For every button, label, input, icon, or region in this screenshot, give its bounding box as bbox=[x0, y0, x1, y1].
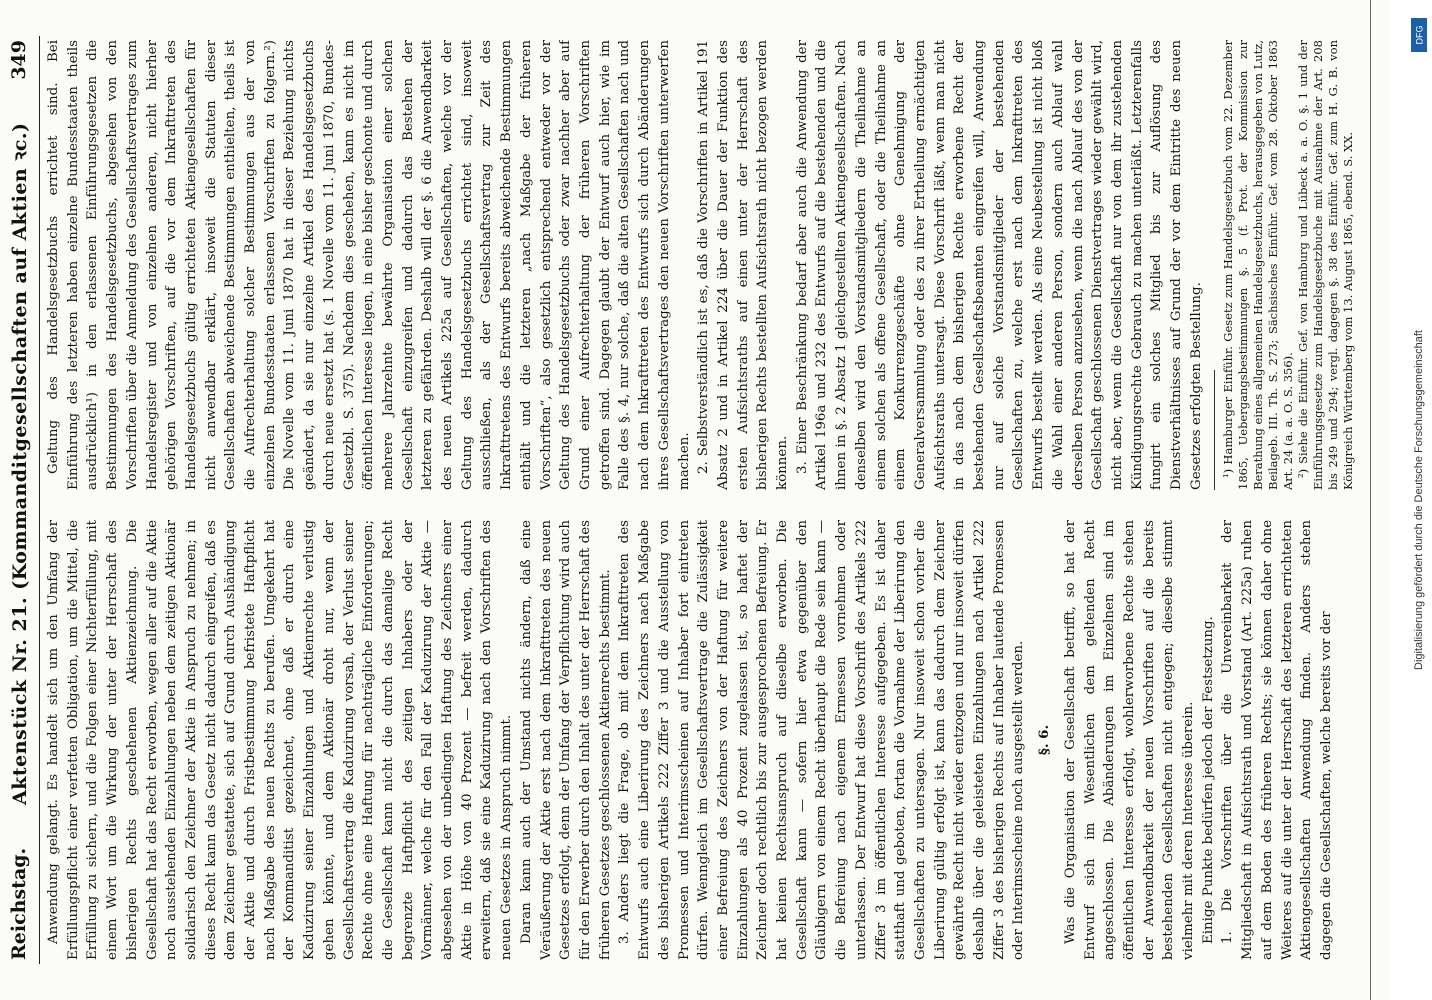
footnote: ²) Siehe die Einführ. Gef. von Hamburg und Lübeck a. a. O. §. 1 und der Einführungsgesetze zum Handelsgesetzbuche mit Ausnahme der Art. 208 bis 249 und 294; vergl. dagegen §. 38 des Einführ. Gef. zum H. G. B. von Königreich Württemberg vom 13. August 1865, ebend. S. XX. bbox=[1296, 40, 1356, 490]
credit-text: Digitalisierung gefördert durch die Deutsche Forschungsgemeinschaft bbox=[1413, 330, 1425, 670]
page-number: 349 bbox=[8, 40, 30, 80]
page-header bbox=[4, 40, 34, 960]
dfg-logo: DFG bbox=[1411, 18, 1427, 52]
paragraph: 3. Einer Beschränkung bedarf aber auch die Anwendung der Artikel 196a und 232 des Entwurfs auf die bestehenden und die ihnen in §. 2 Absatz 1 gleichgestellten Aktiengesellschaften. Nach denselben wird den Vorstandsmitgliedern die Theilnahme an einem solchen als offene Gesellschaft, oder die Theilnahme an einem Konkurrenzgeschäfte ohne Genehmigung der Generalversammlung oder des zu ihrer Ertheilung ermächtigten Aufsichtsraths untersagt. Diese Vorschrift läßt, wenn man nicht in das nach dem bisherigen Rechte erworbene Recht der bestehenden Gesellschaftsbeamten eingreifen will, Anwendung nur auf solche Vorstandsmitglieder der bestehenden Gesellschaften zu, welche erst nach dem Inkrafttreten des Entwurfs bestellt werden. Als eine Neubestellung ist nicht bloß die Wahl einer anderen Person, sondern auch Ablauf wahl derselben Person anzusehen, wenn die nach Ablauf des von der Gesellschaft geschlossenen Dienstvertrages wieder gewählt wird, nicht aber, wenn die Gesellschaft nur von dem ihr zustehenden Kündigungsrechte Gebrauch zu machen unterläßt. Letzterenfalls fungirt ein solches Mitglied bis zur Auflösung des Dienstverhältnisses auf Grund der vor dem Eintritte des neuen Gesetzes erfolgten Bestellung. bbox=[794, 40, 1204, 490]
paragraph: 1. Die Vorschriften über die Unvereinbarkeit der Mitgliedschaft in Aufsichtsrath und Vorstand (Art. 225a) ruhen auf dem Boden des früheren Rechts; sie können daher ohne Weiteres auf die unter der Herrschaft des letzteren errichteten Aktiengesellschaften Anwendung finden. Anders stehen dagegen die Gesellschaften, welche bereits vor der bbox=[1220, 520, 1334, 960]
paragraph: Was die Organisation der Gesellschaft betrifft, so hat der Entwurf sich im Wesentlichen dem geltenden Recht angeschlossen. Die Abänderungen im Einzelnen sind im öffentlichen Interesse erfolgt, wohlerworbene Rechte stehen der Anwendbarkeit der neuen Vorschriften auf die bereits bestehenden Gesellschaften nicht entgegen; dieselbe stimmt vielmehr mit deren Interesse überein. bbox=[1062, 520, 1197, 960]
footnote: ¹) Hamburger Einführ. Gesetz zum Handelsgesetzbuch vom 22. Dezember 1865, Uebergangsbestimmungen §. 5 (f. Prot. der Kommission zur Berathung eines allgemeinen Handelsgesetzbuchs, herausgegeben von Lutz, Beilageb. III. Th. S. 273; Sächsisches Einführ. Gef. vom 28. Oktober 1863 Art. 24 (a. a. O. S. 356). bbox=[1221, 40, 1296, 490]
right-text-column bbox=[44, 40, 1372, 490]
footnote-rule bbox=[1214, 370, 1215, 490]
paragraph: 3. Anders liegt die Frage, ob mit dem Inkrafttreten des Entwurfs auch eine Liberirung des Zeichners nach Maßgabe des bisherigen Artikels 222 Ziffer 3 und die Ausstellung von Promessen und Interimsscheinen auf Inhaber fort eintreten dürfen. Wenngleich im Gesellschaftsvertrage die Zulässigkeit einer Befreiung des Zeichners von der Haftung für weitere Einzahlungen als 40 Prozent zugelassen ist, so haftet der Zeichner doch rechtlich bis zur ausgesprochenen Befreiung. Er hat keinen Rechtsanspruch auf dieselbe erworben. Die Gesellschaft kann — sofern hier etwa gegenüber den Gläubigern von einem Recht überhaupt die Rede sein kann — die Befreiung nach eigenem Ermessen vornehmen oder unterlassen. Der Entwurf hat diese Vorschrift des Artikels 222 Ziffer 3 im öffentlichen Interesse aufgegeben. Es ist daher statthaft und geboten, fortan die Vornahme der Liberirung den Gesellschaften zu untersagen. Nur insoweit schon vorher die Liberirung gültig erfolgt ist, kann das dadurch dem Zeichner gewährte Recht nicht wieder entzogen und nur insoweit dürfen deshalb über die geleisteten Einzahlungen nach Artikel 222 Ziffer 3 des bisherigen Rechts auf Inhaber lautende Promessen oder Interimsscheine noch ausgestellt werden. bbox=[617, 520, 1027, 960]
paragraph: Anwendung gelangt. Es handelt sich um den Umfang der Erfüllungspflicht einer verfetten Obligation, um die Mittel, die Erfüllung zu sichern, und die Folgen einer Nichterfüllung, mit einem Wort um die Wirkung der unter der Herrschaft des bisherigen Rechts geschehenen Aktienzeichnung. Die Gesellschaft hat das Recht erworben, wegen aller auf die Aktie noch ausstehenden Einzahlungen neben dem zeitigen Aktionär solidarisch den Zeichner der Aktie in Anspruch zu nehmen; in dieses Recht kann das Gesetz nicht dadurch eingreifen, daß es dem Zeichner gestattete, sich auf Grund durch Aushändigung der Aktie und durch Fristbestimmung befristete Haftpflicht nach Maßgabe des neuen Rechts zu berufen. Umgekehrt hat der Kommanditist gezeichnet, ohne daß er durch eine Kaduzirung seiner Einzahlungen und Aktienrechte verlustig gehen könnte, und dem Aktionär droht nur, wenn der Gesellschaftsvertrag die Kaduzirung vorsah, der Verlust seiner Rechte ohne eine Haftung für nachträgliche Einforderungen; die Gesellschaft kann nicht die durch das damalige Recht begrenzte Haftpflicht des zeitigen Inhabers oder der Vormänner, welche für den Fall der Kaduzirung der Aktie — abgesehen von der unbedingten Haftung des Zeichners einer Aktie in Höhe von 40 Prozent — befreit werden, dadurch erweitern, daß sie eine Kaduzirung nach den Vorschriften des neuen Gesetzes in Anspruch nimmt. bbox=[46, 520, 515, 960]
header-title: Aktenstück Nr. 21. (Kommanditgesellschaften auf Aktien ꝛc.) bbox=[9, 122, 31, 806]
paragraph: 2. Selbstverständlich ist es, daß die Vorschriften in Artikel 191 Absatz 2 und in Artikel 224 über die Dauer der Funktion des ersten Aufsichtsraths auf einen unter der Herrschaft des bisherigen Rechts bestellten Aufsichtsrath nicht bezogen werden können. bbox=[696, 40, 791, 490]
paragraph: Daran kann auch der Umstand nichts ändern, daß eine Veräußerung der Aktie erst nach dem Inkrafttreten des neuen Gesetzes erfolgt, denn der Umfang der Verpflichtung wird auch für den Erwerber durch den Inhalt des unter der Herrschaft des früheren Gesetzes geschlossenen Aktienrechts bestimmt. bbox=[518, 520, 613, 960]
header-left: Reichstag. bbox=[8, 847, 30, 960]
paragraph: Geltung des Handelsgesetzbuchs errichtet sind. Bei Einführung des letzteren haben einzelne Bundesstaaten theils ausdrücklich¹) in den erlassenen Einführungsgesetzen die Bestimmungen des Handelsgesetzbuchs, abgesehen von den Vorschriften über die Anmeldung des Gesellschaftsvertrages zum Handelsregister und von einzelnen anderen, nicht hierher gehörigen Vorschriften, auf die vor dem Inkrafttreten des Handelsgesetzbuchs gültig errichteten Aktiengesellschaften für nicht anwendbar erklärt, insoweit die Statuten dieser Gesellschaften abweichende Bestimmungen enthielten, theils ist die Aufrechterhaltung solcher Bestimmungen aus der von einzelnen Bundesstaaten erlassenen Vorschriften zu folgern.²) Die Novelle vom 11. Juni 1870 hat in dieser Beziehung nichts geändert, da sie nur einzelne Artikel des Handelsgesetzbuchs durch neue ersetzt hat (s. 1 Novelle vom 11. Juni 1870, Bundes-Gesetzbl. S. 375). Nachdem dies geschehen, kann es nicht im öffentlichen Interesse liegen, in eine bisher geschonte und durch mehrere Jahrzehnte bewährte Organisation einer solchen Gesellschaft einzugreifen und dadurch das Bestehen der letzteren zu gefährden. Deshalb will der §. 6 die Anwendbarkeit des neuen Artikels 225a auf Gesellschaften, welche vor der Geltung des Handelsgesetzbuchs errichtet sind, insoweit ausschließen, als der Gesellschaftsvertrag zur Zeit des Inkrafttretens des Entwurfs bereits abweichende Bestimmungen enthält und die letzteren „nach Maßgabe der früheren Vorschriften“, also gesetzlich entsprechend entweder vor der Geltung des Handelsgesetzbuchs oder zwar nachher aber auf Grund einer Aufrechterhaltung der früheren Vorschriften getroffen sind. Dagegen glaubt der Entwurf auch hier, wie im Falle des §. 4, nur solche, daß die alten Gesellschaften nach und nach dem Inkrafttreten des Entwurfs sich durch Abänderungen ihres Gesellschaftsvertrages den neuen Vorschriften unterwerfen machen. bbox=[46, 40, 692, 490]
paragraph: Einige Punkte bedürfen jedoch der Festsetzung. bbox=[1200, 616, 1216, 944]
digitization-credit bbox=[1406, 0, 1432, 1000]
section-heading: §. 6. bbox=[1036, 724, 1053, 756]
page-edge-divider bbox=[1370, 0, 1371, 1000]
left-text-column bbox=[44, 520, 1372, 960]
header-rule bbox=[39, 36, 40, 964]
